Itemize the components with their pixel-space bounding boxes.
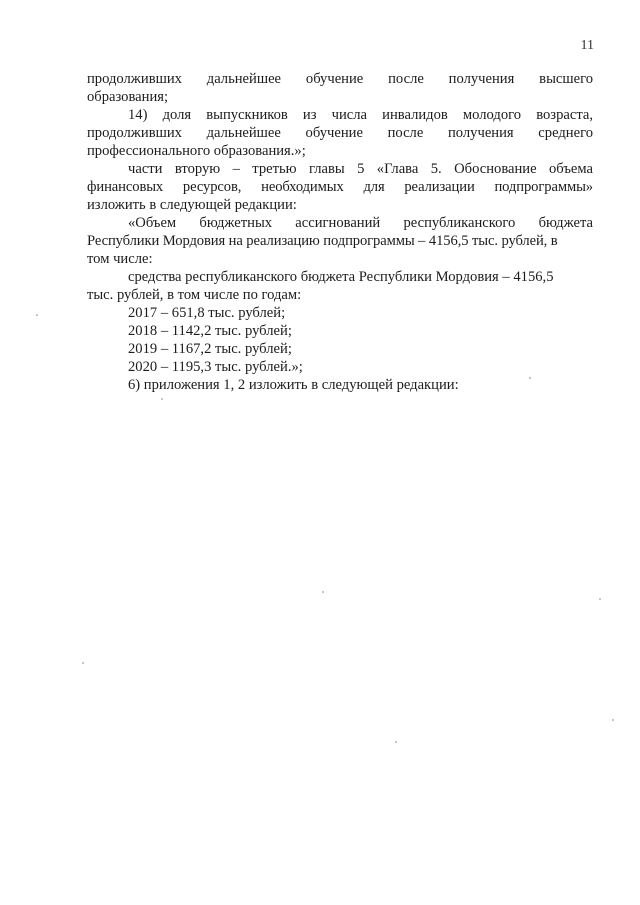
text-line-13: тыс. рублей, в том числе по годам: bbox=[87, 287, 302, 303]
document-body bbox=[87, 70, 593, 394]
text-line-17: 2020 – 1195,3 тыс. рублей.»; bbox=[128, 359, 303, 375]
text-line-8: изложить в следующей редакции: bbox=[87, 197, 297, 213]
page-number: 11 bbox=[580, 38, 594, 53]
scan-speck bbox=[161, 398, 163, 400]
text-line-10: Республики Мордовия на реализацию подпрограммы – 4156,5 тыс. рублей, в bbox=[87, 233, 558, 249]
text-line-15: 2018 – 1142,2 тыс. рублей; bbox=[128, 323, 292, 339]
scan-speck bbox=[36, 314, 38, 316]
text-line-7: финансовых ресурсов, необходимых для реализации подпрограммы» bbox=[87, 179, 593, 195]
text-line-5: профессионального образования.»; bbox=[87, 143, 306, 159]
scan-speck bbox=[612, 719, 614, 721]
text-line-11: том числе: bbox=[87, 251, 153, 267]
text-line-16: 2019 – 1167,2 тыс. рублей; bbox=[128, 341, 292, 357]
text-line-6: части вторую – третью главы 5 «Глава 5. Обоснование объема bbox=[128, 161, 593, 177]
scan-speck bbox=[82, 662, 84, 664]
text-line-2: образования; bbox=[87, 89, 169, 105]
text-line-3: 14) доля выпускников из числа инвалидов молодого возраста, bbox=[128, 107, 593, 123]
text-line-4: продолживших дальнейшее обучение после получения среднего bbox=[87, 125, 593, 141]
text-line-1: продолживших дальнейшее обучение после получения высшего bbox=[87, 71, 593, 87]
text-line-18: 6) приложения 1, 2 изложить в следующей редакции: bbox=[128, 377, 459, 393]
text-line-14: 2017 – 651,8 тыс. рублей; bbox=[128, 305, 286, 321]
scan-speck bbox=[322, 591, 324, 593]
scan-speck bbox=[529, 377, 531, 379]
text-line-12: средства республиканского бюджета Республики Мордовия – 4156,5 bbox=[128, 269, 554, 285]
scan-speck bbox=[395, 741, 397, 743]
scan-speck bbox=[599, 598, 601, 600]
text-line-9: «Объем бюджетных ассигнований республиканского бюджета bbox=[128, 215, 593, 231]
